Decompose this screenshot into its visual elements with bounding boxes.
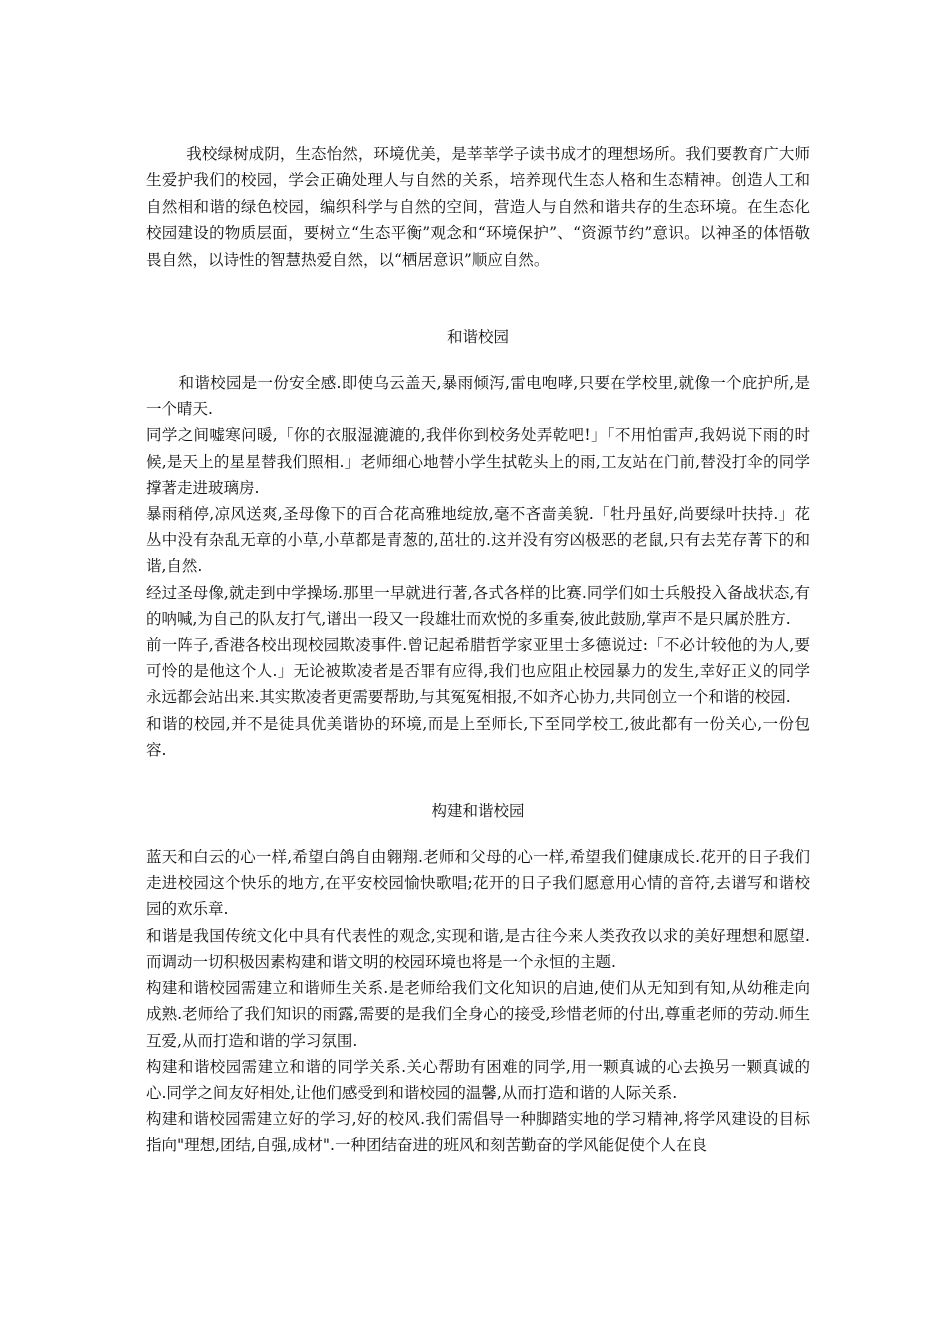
section2-paragraph: 构建和谐校园需建立好的学习,好的校风.我们需倡导一种脚踏实地的学习精神,将学风建设的目标指向"理想,团结,自强,成材".一种团结奋进的班风和刻苦勤奋的学风能促使个人在良 — [146, 1110, 810, 1155]
intro-paragraph: 我校绿树成阴，生态怡然，环境优美，是莘莘学子读书成才的理想场所。我们要教育广大师生爱护我们的校园，学会正确处理人与自然的关系，培养现代生态人格和生态精神。创造人工和自然相和谐的绿色校园，编织科学与自然的空间，营造人与自然和谐共存的生态环境。在生态化校园建设的物质层面，要树立“生态平衡”观念和“环境保护”、“资源节约”意识。以神圣的体悟敬畏自然，以诗性的智慧热爱自然，以“栖居意识”顺应自然。 — [146, 145, 810, 269]
section-title-build-harmonious-campus: 构建和谐校园 — [431, 802, 525, 821]
section-harmonious-campus — [146, 370, 810, 763]
section-title-harmonious-campus: 和谐校园 — [446, 328, 509, 347]
section1-paragraph: 同学之间嘘寒问暖,「你的衣服湿漉漉的,我伴你到校务处弄乾吧!」「不用怕雷声,我妈说下雨的时候,是天上的星星替我们照相.」老师细心地替小学生拭乾头上的雨,工友站在门前,替没打伞的同学撑著走进玻璃房. — [146, 426, 810, 497]
section1-paragraph: 经过圣母像,就走到中学操场.那里一早就进行著,各式各样的比赛.同学们如士兵般投入备战状态,有的呐喊,为自己的队友打气,谱出一段又一段雄壮而欢悦的多重奏,彼此鼓励,掌声不是只属於胜方. — [146, 583, 810, 628]
section2-paragraph: 和谐是我国传统文化中具有代表性的观念,实现和谐,是古往今来人类孜孜以求的美好理想和愿望.而调动一切积极因素构建和谐文明的校园环境也将是一个永恒的主题. — [146, 926, 810, 971]
section2-paragraph: 蓝天和白云的心一样,希望白鸽自由翱翔.老师和父母的心一样,希望我们健康成长.花开的日子我们走进校园这个快乐的地方,在平安校园愉快歌唱;花开的日子我们愿意用心情的音符,去谱写和谐校园的欢乐章. — [146, 848, 810, 919]
section2-paragraph: 构建和谐校园需建立和谐的同学关系.关心帮助有困难的同学,用一颗真诚的心去换另一颗真诚的心.同学之间友好相处,让他们感受到和谐校园的温馨,从而打造和谐的人际关系. — [146, 1057, 810, 1102]
section1-paragraph: 和谐校园是一份安全感.即使乌云盖天,暴雨倾泻,雷电咆哮,只要在学校里,就像一个庇护所,是一个晴天. — [146, 374, 810, 419]
document-body — [146, 141, 810, 1159]
section1-paragraph: 和谐的校园,并不是徒具优美谐协的环境,而是上至师长,下至同学校工,彼此都有一份关心,一份包容. — [146, 714, 810, 759]
section-build-harmonious-campus — [146, 844, 810, 1158]
section2-paragraph: 构建和谐校园需建立和谐师生关系.是老师给我们文化知识的启迪,使们从无知到有知,从幼稚走向成熟.老师给了我们知识的雨露,需要的是我们全身心的接受,珍惜老师的付出,尊重老师的劳动.师生互爱,从而打造和谐的学习氛围. — [146, 979, 810, 1050]
section1-paragraph: 暴雨稍停,凉风送爽,圣母像下的百合花高雅地绽放,毫不吝啬美貌.「牡丹虽好,尚要绿叶扶持.」花丛中没有杂乱无章的小草,小草都是青葱的,茁壮的.这并没有穷凶极恶的老鼠,只有去芜存菁下的和谐,自然. — [146, 505, 810, 576]
section1-paragraph: 前一阵子,香港各校出现校园欺凌事件.曾记起希腊哲学家亚里士多德说过:「不必计较他的为人,要可怜的是他这个人.」无论被欺凌者是否罪有应得,我们也应阻止校园暴力的发生,幸好正义的同学永远都会站出来.其实欺凌者更需要帮助,与其冤冤相报,不如齐心协力,共同创立一个和谐的校园. — [146, 636, 810, 707]
